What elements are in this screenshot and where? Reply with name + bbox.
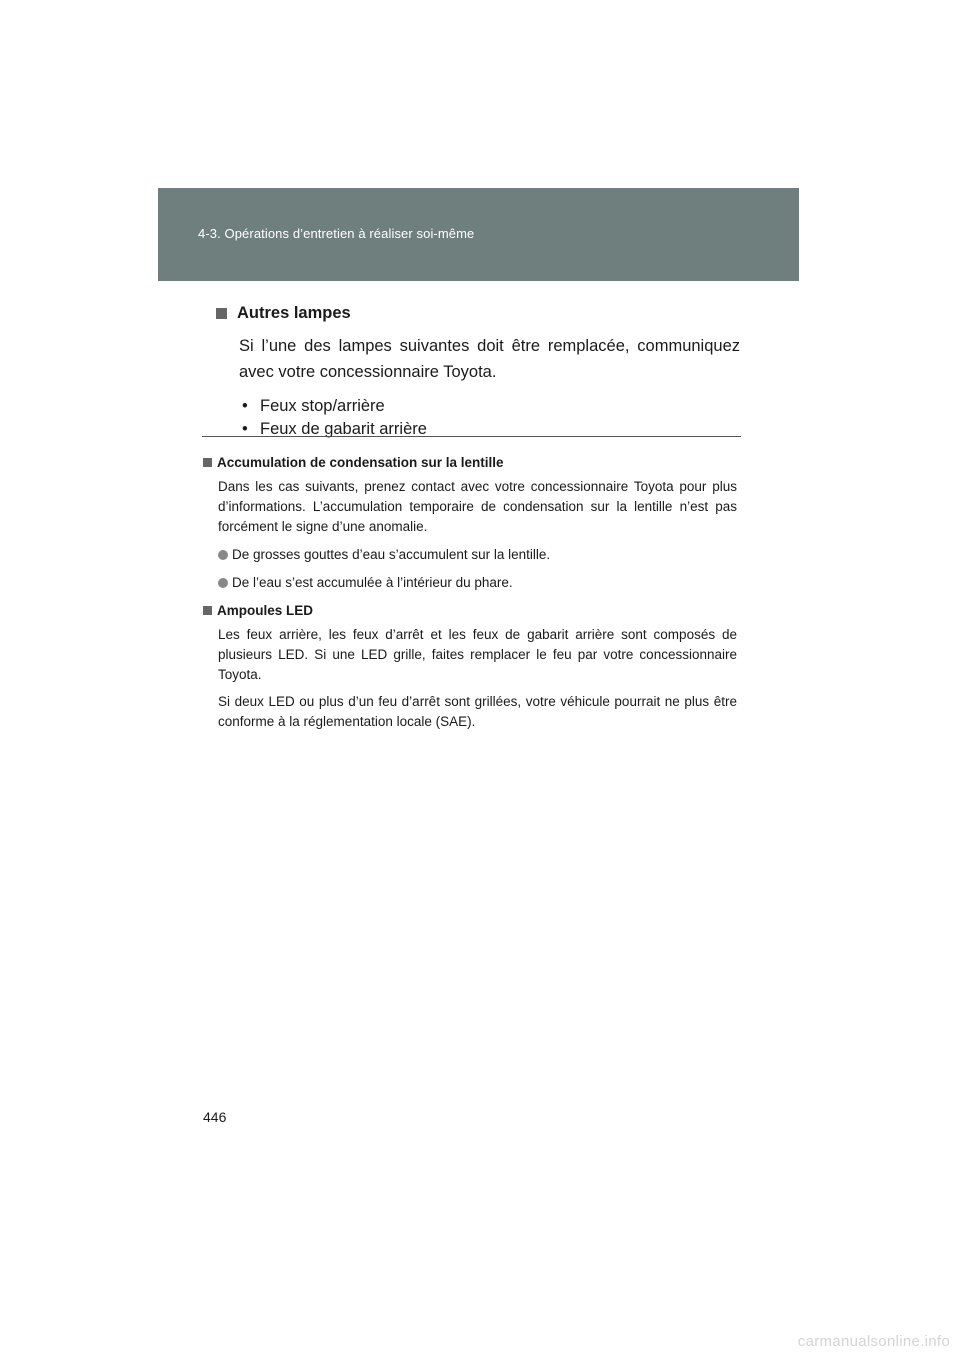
section-divider bbox=[202, 436, 741, 437]
circle-bullet-icon bbox=[218, 578, 228, 588]
list-item bbox=[218, 573, 737, 593]
list-item-text: De l’eau s’est accumulée à l’intérieur du phare. bbox=[232, 575, 513, 590]
section-title: 4-3. Opérations d’entretien à réaliser soi-même bbox=[198, 226, 475, 241]
main-heading bbox=[216, 304, 740, 323]
note-heading-led bbox=[203, 603, 737, 618]
bullet-icon: • bbox=[242, 397, 248, 415]
list-item bbox=[239, 395, 740, 418]
main-paragraph: Si l’une des lampes suivantes doit être remplacée, communiquez avec votre concessionnaire Toyota. bbox=[239, 337, 740, 381]
square-marker-icon bbox=[203, 458, 212, 467]
circle-bullet-icon bbox=[218, 550, 228, 560]
list-item bbox=[239, 418, 740, 441]
watermark: carmanualsonline.info bbox=[797, 1333, 950, 1350]
page-number: 446 bbox=[203, 1109, 227, 1125]
bullet-list bbox=[239, 395, 740, 441]
note-paragraph: Dans les cas suivants, prenez contact avec votre concessionnaire Toyota pour plus d’informations. L’accumulation temporaire de condensation sur la lentille n’est pas forcément le signe d’une anomalie. bbox=[218, 479, 737, 534]
square-marker-icon bbox=[216, 308, 227, 319]
note-heading-condensation bbox=[203, 455, 737, 470]
main-heading-text: Autres lampes bbox=[237, 304, 351, 322]
list-item-text: Feux stop/arrière bbox=[260, 397, 385, 415]
note-paragraph: Les feux arrière, les feux d’arrêt et les feux de gabarit arrière sont composés de plusieurs LED. Si une LED grille, faites remplacer le feu par votre concessionnaire Toyota. bbox=[218, 627, 737, 682]
list-item-text: De grosses gouttes d’eau s’accumulent sur la lentille. bbox=[232, 547, 551, 562]
note-heading-text: Ampoules LED bbox=[217, 603, 314, 618]
note-paragraph: Si deux LED ou plus d’un feu d’arrêt sont grillées, votre véhicule pourrait ne plus être conforme à la réglementation locale (SAE). bbox=[218, 694, 737, 729]
notes-section bbox=[203, 455, 737, 732]
note-heading-text: Accumulation de condensation sur la lentille bbox=[217, 455, 504, 470]
section-header-band bbox=[158, 188, 799, 281]
list-item bbox=[218, 545, 737, 565]
list-item-text: Feux de gabarit arrière bbox=[260, 420, 427, 438]
bullet-icon: • bbox=[242, 420, 248, 438]
square-marker-icon bbox=[203, 606, 212, 615]
main-section bbox=[216, 304, 740, 441]
